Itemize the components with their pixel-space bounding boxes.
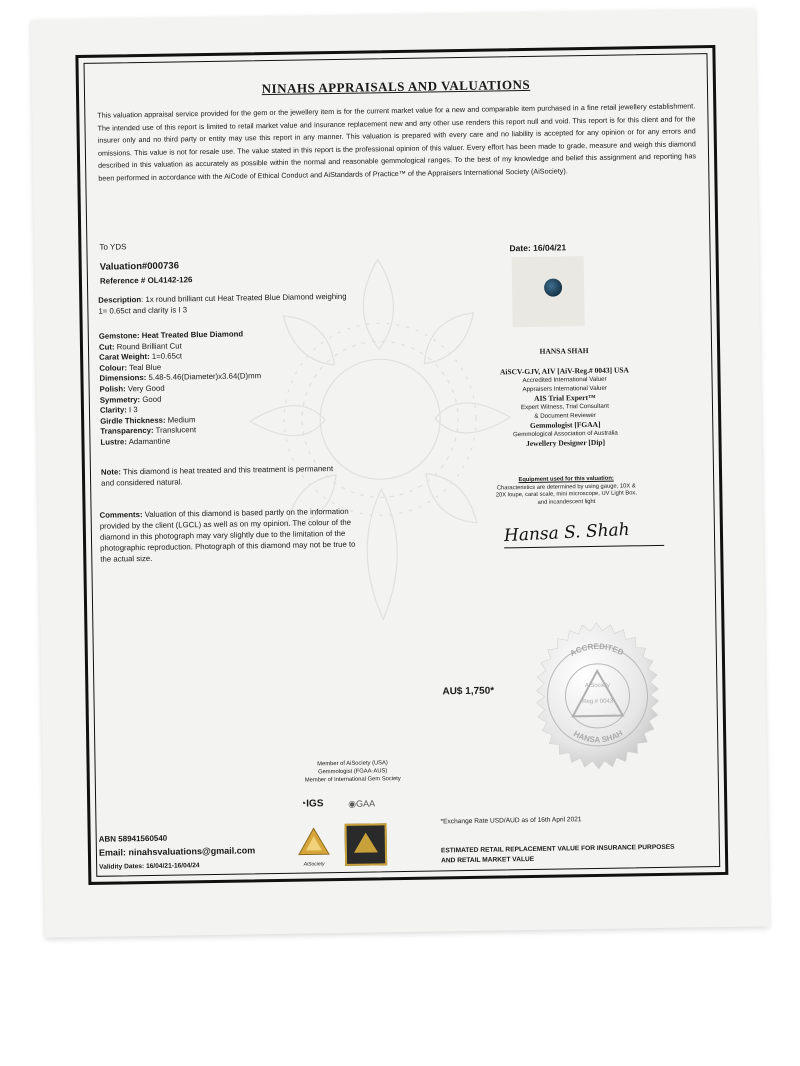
diamond-image [544,278,562,296]
valuer-credentials [469,365,660,449]
valuer-gem-assoc: Gemmological Association of Australia [512,429,618,439]
spec-value: Translucent [153,425,197,436]
spec-label: Gemstone: Heat Treated Blue Diamond [98,329,244,341]
gaa-logo-text: GAA [355,798,376,809]
igs-logo [300,798,323,809]
seal-reg-text: Reg.# 0043 [582,698,614,706]
spec-label: Symmetry: [99,394,141,405]
spec-label: Clarity: [99,405,127,415]
abn: ABN 58941560540 [98,833,168,844]
specs-list [99,328,351,448]
note-text: This diamond is heat treated and this treatment is permanent and considered natural. [101,464,334,488]
comments-text: Valuation of this diamond is based partly on the information provided by the client (LGCL) as well as on my opinion. The colour of the diamond in this photograph may vary slightly due to the limitation of the photographic reproduction. Photograph of this diamond may not be true to the actual size. [99,506,356,564]
treatment-note [101,464,341,489]
description [98,292,348,317]
gaa-icon: ◉ [348,798,357,809]
spec-value: Very Good [125,383,165,394]
comments [100,506,361,565]
report-date: Date: 16/04/21 [509,242,567,254]
spec-label: Carat Weight: [99,352,150,362]
valuer-line: Expert Witness, Trial Consultant [520,402,610,412]
membership-line: Gemmologist (FGAA-AUS) [318,768,388,776]
validity-dates: Validity Dates: 16/04/21-16/04/24 [99,862,200,871]
reference-number: Reference # OL4142-126 [99,275,193,286]
spec-value: Round Brilliant Cut [114,341,182,352]
gaa-logo [348,798,375,809]
valuer-gem: Gemmologist [FGAA] [529,419,601,430]
trial-expert-emblem-icon [347,825,386,864]
seal-bottom-text: HANSA SHAH [572,728,625,745]
equipment-text: Characteristics are determined by using gauge, 10X & 20X loupe, carat scale, mini microscope, UV Light Box, and incandescent light [495,482,637,506]
valuer-quals: AiSCV-GJV, AIV [AiV-Reg.# 0043] USA [499,365,629,377]
outer-frame [75,45,728,885]
spec-label: Dimensions: [99,373,147,384]
equipment-title: Equipment used for this valuation: [518,475,614,484]
document-title: NINAHS APPRAISALS AND VALUATIONS [261,76,531,97]
igs-logo-text: IGS [306,798,324,810]
aisociety-logo-label: AiSociety [303,861,325,868]
certificate-paper [31,8,769,937]
valuation-number: Valuation#000736 [99,260,180,273]
signature [504,521,665,564]
signature-text: Hansa S. Shah [503,519,631,547]
spec-label: Cut: [98,342,115,352]
footer-right: ESTIMATED RETAIL REPLACEMENT VALUE FOR INSURANCE PURPOSES AND RETAIL MARKET VALUE [440,843,675,865]
membership-line: Member of International Gem Society [304,776,401,784]
spec-value: 5.48-5.46(Diameter)x3.64(D)mm [146,371,262,383]
description-label: Description [98,295,142,305]
membership-line: Member of AiSociety (USA) [317,760,388,768]
diamond-photo [512,256,585,327]
aisociety-emblem-icon [295,824,334,863]
spec-label: Lustre: [100,437,127,447]
valuer-line: Appraisers International Valuer [522,384,607,394]
spec-label: Transparency: [100,426,154,437]
intro-paragraph: This valuation appraisal service provided for the gem or the jewellery item is for the current market value for a new and comparable item purchased in a fine retail jewellery establishment. The intended use of this report is limited to retail market value and insurance replacement new and any other use renders this report null and void. This report is for this client and for the insurer only and no third party or entity may use this report in any manner. This valuation is prepared with every care and no liability is accepted for any opinion or for any errors and omissions. This value is not for resale use. The value stated in this report is the professional opinion of this valuer. Every effort has been made to grade, measure and weigh this diamond described in this valuation as accurately as possible within the normal and reasonable gemmological ranges. To the best of my knowledge and belief this assignment and reporting has been performed in accordance with the AiCode of Ethical Conduct and AiStandards of Practice™ of the Appraisers International Society (AiSociety). [97,101,697,183]
aisociety-logo [295,824,334,868]
spec-value: Good [140,394,162,404]
spec-value: I 3 [126,405,138,415]
valuation-price: AU$ 1,750* [442,685,495,698]
spec-label: Colour: [99,363,128,373]
igs-icon: ◔ [300,798,307,810]
spec-label: Girdle Thickness: [100,415,166,426]
valuer-name: HANSA SHAH [539,346,589,356]
equipment-section [471,475,661,508]
recipient: To YDS [99,242,127,252]
valuer-line: Accredited International Valuer [522,375,607,385]
trial-expert-logo [345,823,388,866]
spec-value: Adamantine [126,436,171,447]
seal-mid-text: AiSociety [584,682,610,690]
email: Email: ninahsvaluations@gmail.com [98,845,256,858]
valuer-line: & Document Reviewer [534,411,596,420]
signature-line [504,545,664,549]
certificate-content [85,54,720,876]
spec-label: Polish: [99,384,126,394]
note-label: Note: [100,467,121,477]
exchange-rate: *Exchange Rate USD/AUD as of 16th April 2021 [440,816,582,826]
spec-value: Teal Blue [126,362,162,373]
inner-frame [84,53,721,877]
spec-value: 1=0.65ct [149,351,183,362]
spec-value: Medium [165,414,196,425]
seal-top-text: ACCREDITED [568,641,626,659]
embossed-seal [521,620,673,772]
membership-block [288,759,418,785]
description-text: : 1x round brilliant cut Heat Treated Blue Diamond weighing 1= 0.65ct and clarity is I 3 [98,291,347,316]
valuer-trial: AIS Trial Expert™ [534,392,596,403]
valuer-designer: Jewellery Designer [Dip] [525,437,606,449]
comments-label: Comments: [99,510,143,520]
